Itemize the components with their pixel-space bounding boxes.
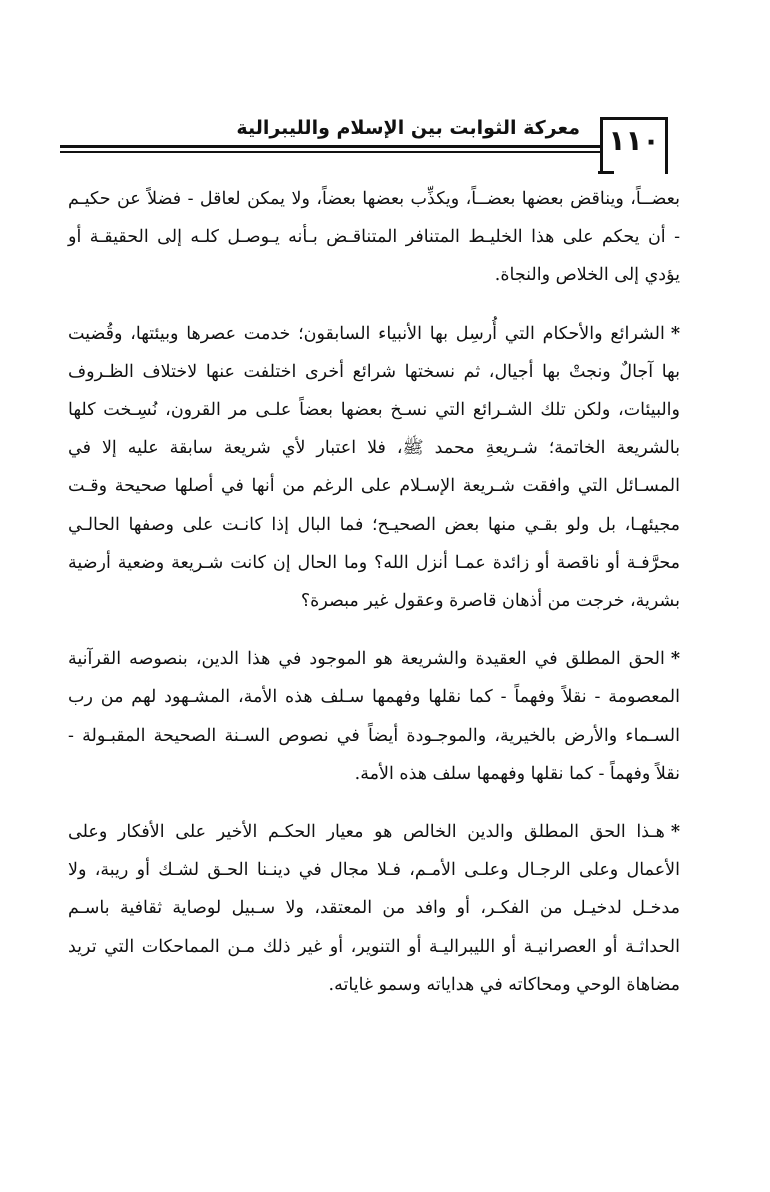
paragraph-text: هـذا الحق المطلق والدين الخالص هو معيار الحكـم الأخير على الأفكار وعلى الأعمال وعلى الرجـال وعلـى الأمـم، فـلا مجال في دينـنا الحـق لشـك أو ريبة، ولا مدخـل لدخيـل من الفكـر، أو وافد من المعتقد، ولا سـبيل لوصاية ثقافية باسـم الحداثـة أو العصرانيـة أو الليبراليـة أو التنوير، أو غير ذلك مـن المماحكات التي تريد مضاهاة الوحي ومحاكاته في هداياته وسمو غاياته.	[68, 822, 680, 995]
paragraph	[68, 315, 680, 621]
page-number: ١١٠	[608, 124, 660, 157]
bullet-star: *	[670, 822, 680, 843]
paragraph-text: بعضــاً، ويناقض بعضها بعضــاً، ويكذِّب بعضها بعضاً، ولا يمكن لعاقل - فضلاً عن حكيـم - أن يحكم على هذا الخليـط المتنافر المتناقـض بـأنه يـوصـل كلـه إلى الحقيقـة أو يؤدي إلى الخلاص والنجاة.	[68, 189, 680, 286]
paragraph	[68, 640, 680, 793]
running-title: معركة الثوابت بين الإسلام والليبرالية	[236, 117, 580, 139]
page-header	[0, 0, 770, 190]
paragraph	[68, 813, 680, 1004]
paragraph-text: الحق المطلق في العقيدة والشريعة هو الموجود في هذا الدين، بنصوصه القرآنية المعصومة - نقلاً وفهماً - كما نقلها وفهمها سـلف هذه الأمة، المشـهود لهم من رب السـماء والأرض بالخيرية، والموجـودة أيضاً في نصوص السـنة الصحيحة المقبـولة - نقلاً وفهماً - كما نقلها وفهمها سلف هذه الأمة.	[68, 649, 680, 784]
bullet-star: *	[670, 323, 680, 344]
paragraph	[68, 180, 680, 295]
page-number-underline	[598, 171, 614, 174]
bullet-star: *	[670, 649, 680, 670]
paragraph-text: الشرائع والأحكام التي أُرسِل بها الأنبياء السابقون؛ خدمت عصرها وبيئتها، وقُضيت بها آجالٌ ونجتْ بها أجيال، ثم نسختها شرائع أخرى اختلفت عنها لاختلاف الظـروف والبيئات، ولكن تلك الشـرائع التي نسـخ بعضها بعضاً علـى مر القرون، نُسِـخت كلها بالشريعة الخاتمة؛ شـريعةِ محمد ﷺ، فلا اعتبار لأي شريعة سابقة عليه إلا في المسـائل التي وافقت شـريعة الإسـلام على الرغم من أنها في أصلها صحيحة وقـت مجيئهـا، بل ولو بقـي منها بعض الصحيـح؛ فما البال إذا كانـت على وصفها الحالـي محرَّفـة أو ناقصة أو زائدة عمـا أنزل الله؟ وما الحال إن كانت شـريعة وضعية أرضية بشرية، خرجت من أذهان قاصرة وعقول غير مبصرة؟	[68, 323, 680, 612]
header-rule-bottom	[60, 151, 602, 153]
body-text	[68, 180, 680, 1024]
header-rule-top	[60, 145, 602, 148]
